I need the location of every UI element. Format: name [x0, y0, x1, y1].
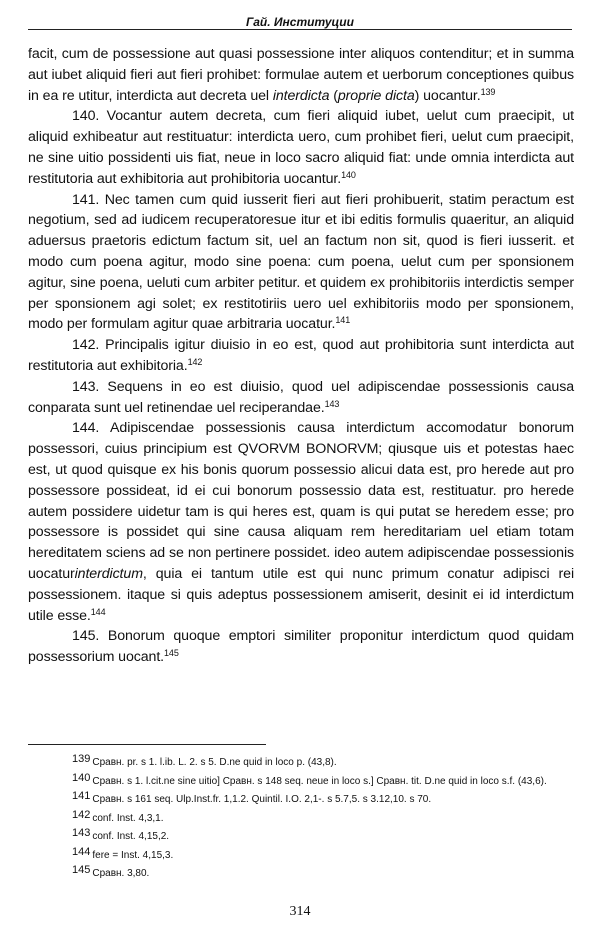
running-head — [28, 14, 572, 34]
paragraph-144: 144. Adipiscendae possessionis causa interdictum accomodatur bonorum possessori, cuius principium est QVORVM BONORVM; qiusque uis et potestas haec est, ut quod quisque ex his bonis quorum possessio alicui data est, pro herede aut pro possessore possideat, id ei cui bonorum possessio data est, restituatur. pro herede autem possidere uidetur tam is qui heres est, quam is qui putat se heredem esse; pro possessore is possidet qui sine causa aliquam rem hereditariam uel etiam totam hereditatem sciens ad se non pertinere possidet. ideo autem adipiscendae possessionis uocaturinterdictum, quia ei tantum utile est qui nunc primum conatur adipisci rei possessionem. itaque si quis adeptus possessionem amiserit, desinit ei id interdictum utile esse.$^{144}$ — [28, 420, 574, 624]
note-ref-140: 140 — [341, 169, 356, 180]
footnote: $^{140}$ Сравн. s 1. l.cit.ne sine uitio] Сравн. s 148 seq. neue in loco s.] Сравн. tit. D.ne quid in loco s.f. (43,6). — [72, 771, 547, 787]
running-title-wrap — [28, 15, 572, 29]
paragraph-142: 142. Principalis igitur diuisio in eo est, quod aut prohibitoria sunt interdicta aut restitutoria aut exhibitoria.$^{142}$ — [28, 337, 574, 374]
note-ref-145: 145 — [164, 648, 179, 659]
paragraph-continuation: facit, cum de possessione aut quasi possessione inter aliquos contenditur; et in summa aut iubet aliquid fieri aut fieri prohibet: formulae autem et uerborum conceptiones quibus in ea re utitur, interdicta aut decreta uel interdicta (proprie dicta) uocantur.$^{139}$ — [28, 46, 574, 104]
main-text — [28, 44, 574, 668]
footnote: $^{141}$ Сравн. s 161 seq. Ulp.Inst.fr. 1,1.2. Quintil. I.O. 2,1-. s 5.7,5. s 3.12,10. s 70. — [72, 790, 432, 805]
paragraph-140: 140. Vocantur autem decreta, cum fieri aliquid iubet, uelut cum praecipit, ut aliquid exhibeatur aut restituatur: interdicta uero, cum prohibet fieri, uelut cum praecipit, ne sine uitio possidenti uis fiat, neue in loco sacro aliquid fiat: unde omnia interdicta aut restitutoria aut exhibitoria aut prohibitoria uocantur.$^{140}$ — [28, 108, 574, 187]
note-ref-144: 144 — [90, 606, 106, 617]
footnote: $^{145}$ Сравн. 3,80. — [72, 864, 150, 879]
footnote: $^{142}$ conf. Inst. 4,3,1. — [72, 808, 164, 824]
footnote: $^{139}$ Сравн. pr. s 1. l.ib. L. 2. s 5. D.ne quid in loco p. (43,8). — [72, 753, 337, 768]
paragraph-141: 141. Nec tamen cum quid iusserit fieri aut fieri prohibuerit, statim peractum est negotium, sed ad iudicem recuperatoresue itur et ibi editis formulis quaeritur, an aliquid aduersus praetoris edictum factum sit, uel an factum non sit, quod is fieri iusserit. et modo cum poena agitur, modo sine poena: cum poena, uelut cum per sponsionem agitur, sine poena, ueluti cum arbiter petitur. et quidem ex prohibitoriis interdictis semper per sponsionem agi solet; ex restitotiriis uero uel exhibitoriis modo per sponsionem, modo per formulam agitur quae arbitraria uocatur.$^{141}$ — [28, 191, 574, 333]
page-number: 314 — [289, 904, 311, 919]
footnote-rule — [28, 744, 266, 745]
footnotes — [28, 754, 574, 884]
note-ref-142: 142 — [187, 356, 203, 367]
footnote: $^{144}$ fere = Inst. 4,15,3. — [72, 845, 174, 861]
note-ref-141: 141 — [335, 315, 351, 326]
footnote: $^{143}$ conf. Inst. 4,15,2. — [72, 827, 170, 842]
running-title: Гай. Институции — [240, 15, 360, 29]
paragraph-143: 143. Sequens in eo est diuisio, quod uel adipiscendae possessionis causa conparata sunt uel retinendae uel reciperandae.$^{143}$ — [28, 378, 574, 416]
note-ref-143: 143 — [324, 398, 340, 409]
paragraph-145: 145. Bonorum quoque emptori similiter proponitur interdictum quod quidam possessorium uocant.$^{145}$ — [28, 628, 574, 666]
note-ref-139: 139 — [480, 86, 496, 97]
header-rule — [28, 29, 572, 30]
